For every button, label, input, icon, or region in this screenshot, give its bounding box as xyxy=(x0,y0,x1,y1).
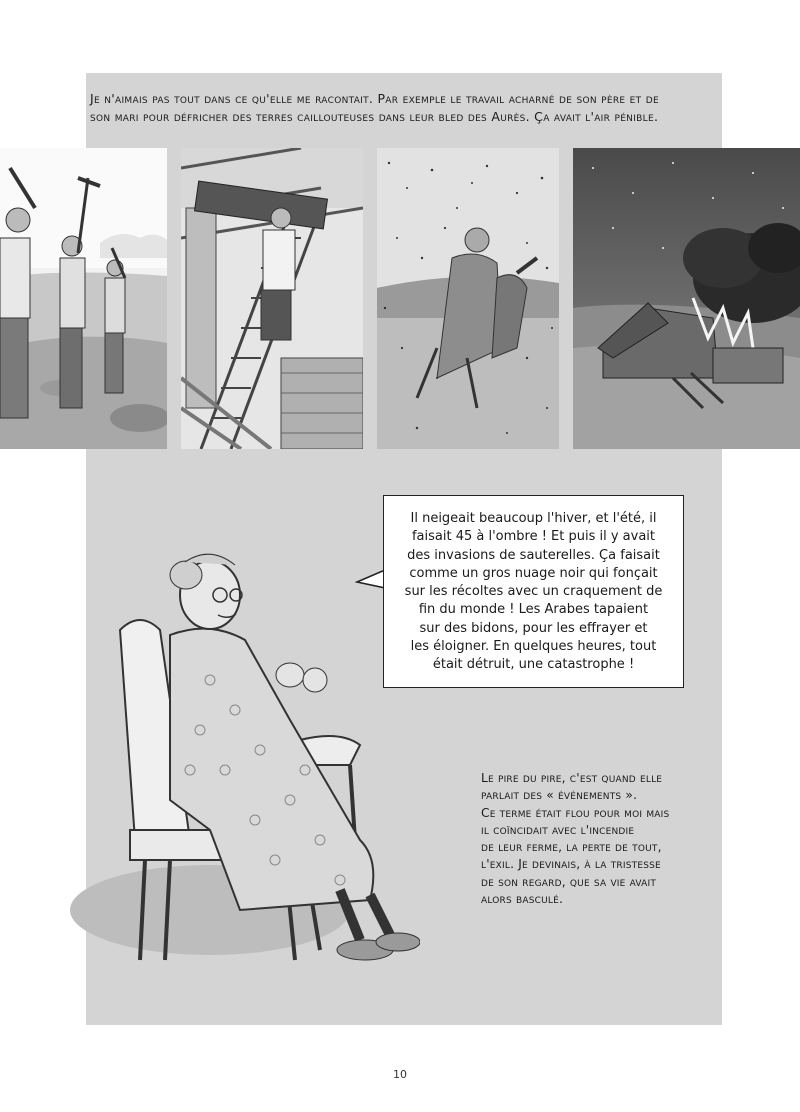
speech-line-5: sur les récoltes avec un craquement de xyxy=(404,584,663,600)
speech-line-3: des invasions de sauterelles. Ça faisait xyxy=(407,547,660,563)
speech-line-2: faisait 45 à l'ombre ! Et puis il y avait xyxy=(411,529,656,545)
panel-locust-swarm xyxy=(377,148,559,449)
narration-bottom xyxy=(481,770,711,908)
speech-line-7: sur des bidons, pour les effrayer et xyxy=(419,620,648,636)
narration-bottom-line-6: l'exil. Je devinais, à la tristesse xyxy=(481,857,661,872)
narration-bottom-line-5: de leur ferme, la perte de tout, xyxy=(481,840,662,855)
panel-ladder-builder xyxy=(181,148,363,449)
narration-bottom-line-7: de son regard, que sa vie avait xyxy=(481,874,657,889)
speech-line-6: fin du monde ! Les Arabes tapaient xyxy=(418,602,649,618)
speech-line-1: Il neigeait beaucoup l'hiver, et l'été, il xyxy=(410,511,657,526)
page-number: 10 xyxy=(393,1068,407,1081)
speech-line-8: les éloigner. En quelques heures, tout xyxy=(410,639,657,655)
narration-top-line-1: Je n'aimais pas tout dans ce qu'elle me racontait. Par exemple le travail acharné de son père et de xyxy=(90,91,659,106)
narration-bottom-line-3: Ce terme était flou pour moi mais xyxy=(481,805,670,820)
narration-bottom-line-2: parlait des « événements ». xyxy=(481,788,638,803)
narration-top xyxy=(90,90,715,126)
speech-bubble xyxy=(383,495,684,688)
speech-line-9: était détruit, une catastrophe ! xyxy=(432,657,635,673)
panel-field-workers xyxy=(0,148,167,449)
speech-line-4: comme un gros nuage noir qui fonçait xyxy=(409,565,658,581)
narration-top-line-2: son mari pour défricher des terres caillouteuses dans leur bled des Aurès. Ça avait l'air pénible. xyxy=(90,109,659,124)
narration-bottom-line-1: Le pire du pire, c'est quand elle xyxy=(481,771,663,785)
grandmother-illustration xyxy=(60,540,420,1014)
panel-burning-farm xyxy=(573,148,800,449)
narration-bottom-line-4: il coïncidait avec l'incendie xyxy=(481,822,635,837)
narration-bottom-line-8: alors basculé. xyxy=(481,892,564,907)
